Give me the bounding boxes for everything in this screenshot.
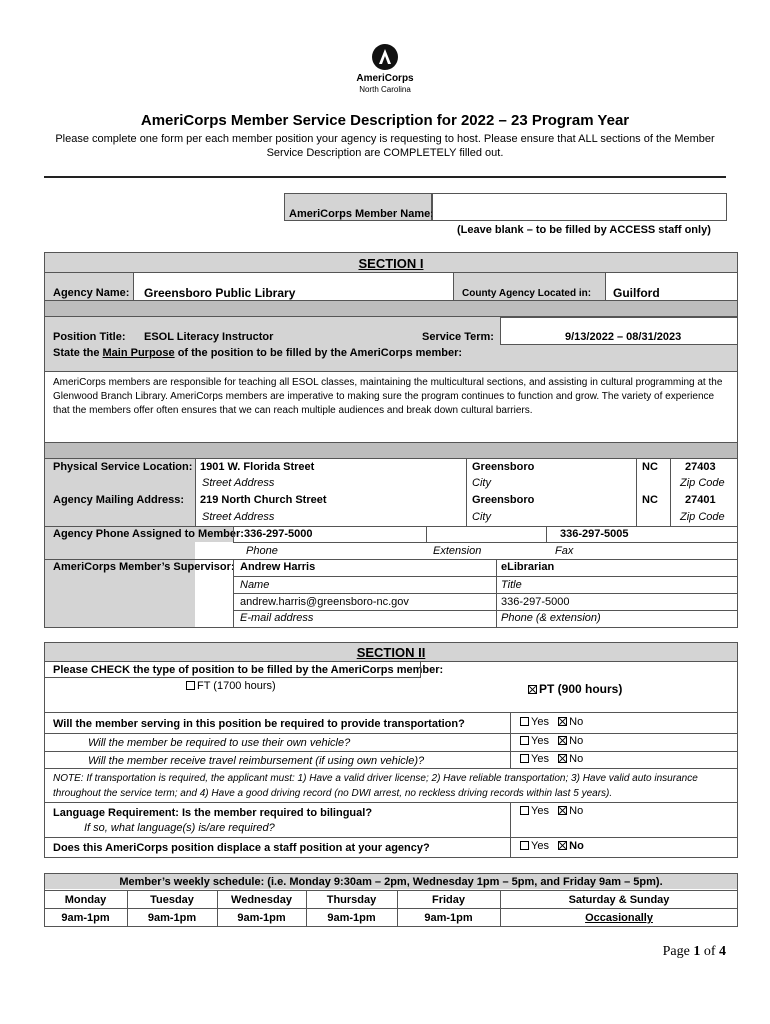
q-reimburse-answer[interactable]: Yes No	[520, 753, 583, 765]
agency-name-label: Agency Name:	[53, 287, 130, 299]
schedule-hours-wednesday[interactable]: 9am-1pm	[237, 912, 286, 924]
fax-caption: Fax	[555, 545, 574, 557]
extension-caption: Extension	[433, 545, 482, 557]
language-yes-checkbox[interactable]	[520, 806, 529, 815]
schedule-hours-weekend[interactable]: Occasionally	[585, 912, 653, 924]
mailing-street[interactable]: 219 North Church Street	[200, 494, 327, 506]
street-caption-2: Street Address	[202, 511, 275, 523]
physical-location-label: Physical Service Location:	[53, 461, 193, 473]
displace-yes-checkbox[interactable]	[520, 841, 529, 850]
q-displace: Does this AmeriCorps position displace a staff position at your agency?	[53, 842, 430, 854]
schedule-hours-tuesday[interactable]: 9am-1pm	[147, 912, 197, 924]
member-name-label: AmeriCorps Member Name:	[289, 208, 434, 220]
pt-option[interactable]: PT (900 hours)	[528, 682, 622, 696]
logo-name: AmeriCorps	[356, 73, 414, 84]
page-title: AmeriCorps Member Service Description for 2022 – 23 Program Year	[140, 112, 630, 129]
purpose-label: State the Main Purpose of the position to be filled by the AmeriCorps member:	[53, 347, 463, 359]
service-term-value[interactable]: 9/13/2022 – 08/31/2023	[565, 331, 682, 343]
pt-checkbox-checked[interactable]	[528, 685, 537, 694]
q-reimburse: Will the member receive travel reimbursement (if using own vehicle)?	[88, 755, 425, 767]
email-caption: E-mail address	[240, 612, 314, 624]
q-transport-answer[interactable]: Yes No	[520, 716, 583, 728]
county-label: County Agency Located in:	[462, 288, 592, 299]
zip-caption-1: Zip Code	[680, 477, 725, 489]
transport-note: NOTE: If transportation is required, the applicant must: 1) Have a valid driver license; 2) Have reliable transportation; 3) Have valid auto insurance throughout the service term; and 4) Have a good driving record (no DWI arrest, no reckless driving records within last 5 years).	[53, 773, 698, 799]
physical-city[interactable]: Greensboro	[472, 461, 535, 473]
q-language-sub: If so, what language(s) is/are required?	[84, 822, 275, 834]
language-no-checkbox-checked[interactable]	[558, 806, 567, 815]
supervisor-label: AmeriCorps Member’s Supervisor:	[53, 561, 235, 573]
logo-sub: North Carolina	[359, 85, 411, 94]
schedule-hours-friday[interactable]: 9am-1pm	[424, 912, 473, 924]
schedule-day-tuesday: Tuesday	[150, 894, 194, 906]
transport-yes-checkbox[interactable]	[520, 717, 529, 726]
schedule-day-monday: Monday	[64, 894, 107, 906]
vehicle-no-checkbox-checked[interactable]	[558, 736, 567, 745]
reimburse-yes-checkbox[interactable]	[520, 754, 529, 763]
section2-title: SECTION II	[356, 645, 426, 660]
phone-ext-caption: Phone (& extension)	[501, 612, 601, 624]
physical-street[interactable]: 1901 W. Florida Street	[200, 461, 315, 473]
zip-caption-2: Zip Code	[680, 511, 725, 523]
schedule-day-friday: Friday	[431, 894, 465, 906]
agency-name-value[interactable]: Greensboro Public Library	[144, 286, 296, 300]
position-title-label: Position Title:	[53, 331, 126, 343]
physical-state[interactable]: NC	[642, 461, 658, 473]
header-divider	[44, 176, 726, 178]
agency-fax[interactable]: 336-297-5005	[560, 528, 629, 540]
position-type-label: Please CHECK the type of position to be filled by the AmeriCorps member:	[53, 664, 444, 676]
purpose-text[interactable]: AmeriCorps members are responsible for teaching all ESOL classes, maintaining the multicultural sections, and assisting in cultural programming at the Glenwood Branch Library. AmeriCorps members are imperative to making sure the program continues to function and grow. The variety of experience that the members offer often ensures that we can reach multiple audiences and break down cultural barriers.	[53, 377, 723, 416]
schedule-day-weekend: Saturday & Sunday	[568, 894, 670, 906]
schedule-day-wednesday: Wednesday	[231, 894, 292, 906]
americorps-logo	[346, 44, 424, 98]
mailing-state[interactable]: NC	[642, 494, 658, 506]
member-name-field[interactable]	[432, 193, 727, 221]
physical-zip[interactable]: 27403	[685, 461, 716, 473]
county-value[interactable]: Guilford	[613, 286, 660, 300]
transport-no-checkbox-checked[interactable]	[558, 717, 567, 726]
supervisor-name[interactable]: Andrew Harris	[240, 561, 316, 573]
page-instructions: Please complete one form per each member position your agency is requesting to host. Please ensure that ALL sections of the Member Service Description are COMPLETELY filled out.	[55, 133, 715, 159]
separator-band-2	[45, 443, 737, 458]
reimburse-no-checkbox-checked[interactable]	[558, 754, 567, 763]
separator-band-1	[45, 301, 737, 316]
vehicle-yes-checkbox[interactable]	[520, 736, 529, 745]
section1-title: SECTION I	[358, 256, 424, 271]
q-vehicle-answer[interactable]: Yes No	[520, 735, 583, 747]
address-label-column	[45, 459, 195, 627]
ft-option[interactable]: FT (1700 hours)	[186, 680, 276, 692]
schedule-day-thursday: Thursday	[326, 894, 377, 906]
member-name-note: (Leave blank – to be filled by ACCESS staff only)	[457, 224, 711, 236]
mailing-city[interactable]: Greensboro	[472, 494, 535, 506]
q-language-answer[interactable]: Yes No	[520, 805, 583, 817]
city-caption-1: City	[472, 477, 491, 489]
street-caption-1: Street Address	[202, 477, 275, 489]
agency-phone[interactable]: 336-297-5000	[244, 528, 313, 540]
americorps-logo-icon	[372, 44, 398, 70]
service-term-label: Service Term:	[422, 331, 494, 343]
supervisor-email[interactable]: andrew.harris@greensboro-nc.gov	[240, 596, 409, 608]
agency-phone-label: Agency Phone Assigned to Member:	[53, 528, 244, 540]
position-title-value[interactable]: ESOL Literacy Instructor	[144, 331, 274, 343]
q-vehicle: Will the member be required to use their own vehicle?	[88, 737, 351, 749]
name-caption: Name	[240, 579, 270, 591]
schedule-hours-thursday[interactable]: 9am-1pm	[327, 912, 376, 924]
supervisor-title[interactable]: eLibrarian	[501, 561, 555, 573]
page-number: Page 1 of 4	[662, 944, 726, 959]
schedule-hours-monday[interactable]: 9am-1pm	[61, 912, 110, 924]
q-transport: Will the member serving in this position be required to provide transportation?	[53, 718, 465, 730]
supervisor-phone[interactable]: 336-297-5000	[501, 596, 570, 608]
title-caption: Title	[501, 579, 522, 591]
city-caption-2: City	[472, 511, 491, 523]
mailing-zip[interactable]: 27401	[685, 494, 716, 506]
schedule-title: Member’s weekly schedule: (i.e. Monday 9:30am – 2pm, Wednesday 1pm – 5pm, and Friday 9am – 5pm).	[119, 876, 663, 888]
displace-no-checkbox-checked[interactable]	[558, 841, 567, 850]
q-displace-answer[interactable]: Yes No	[520, 840, 584, 852]
ft-checkbox[interactable]	[186, 681, 195, 690]
phone-caption: Phone	[246, 545, 278, 557]
mailing-address-label: Agency Mailing Address:	[53, 494, 185, 506]
q-language: Language Requirement: Is the member required to bilingual?	[53, 807, 373, 819]
